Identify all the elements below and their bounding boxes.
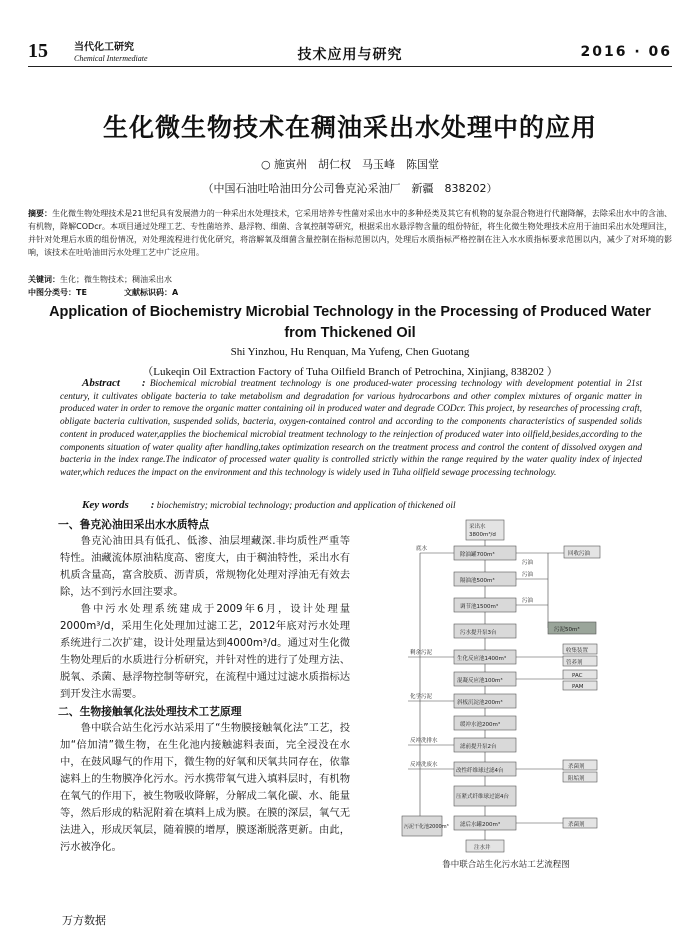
keywords-en-label: Key words (82, 499, 129, 511)
flow-label-right: 污油 (522, 560, 534, 566)
abstract-cn-label: 摘要： (28, 209, 53, 218)
abstract-cn (28, 207, 672, 259)
issue-number: 2016 · 06 (580, 44, 672, 60)
flowchart-svg (398, 518, 614, 863)
abstract-cn-text: 生化微生物处理技术是21世纪具有发展潜力的一种采出水处理技术，它采用培养专性菌对采出水中的多种烃类及其它有机物的复杂混合物进行代谢降解，去除采出水中的含油、有机物，降解CODcr。本项目通过处理工艺、专性菌培养、悬浮物、细菌、含氧控制等研究，根据采出水悬浮物含量的组份特征，将生化微生物处理技术应用于油田采出水处理回注，并针对处理后水质的组份情况，对处理流程进行优化研究，将溶解氧及细菌含量控制在指标范围以内，处理后水质指标严格控制在注入水水质指标要求范围以内，减少了对环境的影响，该技术在吐哈油田污水处理工艺中广泛应用。 (28, 209, 673, 257)
side-box-label: 收集装置 (566, 648, 589, 654)
journal-name-en: Chemical Intermediate (74, 54, 148, 63)
side-box-label: 杀菌剂 (568, 822, 585, 828)
body-left-column (60, 516, 350, 856)
injection-well-label: 注水井 (474, 845, 491, 851)
article-title-en: Application of Biochemistry Microbial Technology in the Processing of Produced Water from Thickened Oil (49, 304, 651, 341)
keywords-cn-label: 关键词： (28, 275, 60, 284)
process-box-label: 混凝反应池100m³ (457, 678, 503, 684)
side-box-label: 污泥50m³ (554, 627, 580, 633)
keywords-en: Key words : biochemistry; microbial technology; production and application of thickened oil (82, 499, 456, 511)
classification-label: 中图分类号： (28, 288, 76, 297)
classification-cn (28, 287, 672, 299)
process-box-label: 生化反应池1400m³ (457, 656, 507, 662)
classification-value: TE (76, 288, 87, 297)
section-heading: 二、生物接触氧化法处理技术工艺原理 (58, 705, 242, 718)
affiliation-cn: （中国石油吐哈油田分公司鲁克沁采油厂 新疆 838202） (202, 182, 498, 195)
flow-label-left: 剩余污泥 (410, 650, 433, 656)
process-box-label: 缓冲水池200m³ (460, 722, 501, 728)
side-box-label: 杀菌剂 (568, 764, 585, 770)
process-box-label: 除油罐700m³ (460, 552, 495, 558)
process-box-label: 调节池1500m³ (460, 604, 499, 610)
side-box-label: 管养剂 (566, 660, 583, 666)
process-box-label: 污水提升泵3台 (460, 630, 497, 636)
sludge-drying-label: 污泥干化池2000m³ (404, 824, 449, 830)
article-title-cn: 生化微生物技术在稠油采出水处理中的应用 (102, 113, 597, 142)
keywords-cn-text: 生化；微生物技术；稠油采出水 (60, 275, 172, 284)
paragraph: 鲁中污水处理系统建成于2009年6月，设计处理量2000m³/d，采用生化处理加过滤工艺，2012年底对污水处理系统进行二次扩建，设计处理量达到4000m³/d。通过对生化微生物处理后的水质进行分析研究，并针对性的进行了处理方法、脱氧、杀菌、悬浮物控制等研究，在流程中通过过滤水质指标达到开发注水需要。 (60, 603, 350, 700)
header-rule (28, 66, 672, 67)
process-box-label: 滤后水罐200m³ (460, 822, 501, 828)
authors-cn: ○ 施寅州 胡仁权 马玉峰 陈国堂 (260, 158, 440, 171)
process-flowchart (398, 518, 614, 863)
paragraph: 鲁中联合站生化污水站采用了“生物膜接触氧化法”工艺，投加“倍加清”微生物，在生化池内接触滤料表面，完全浸没在水中，在鼓风曝气的作用下，微生物的好氧和厌氧共同存在，依靠滤料上的生物膜净化污水。污水携带氧气进入填料层时，有机物在氧气的作用下，被生物吸收降解，分解成二氧化碳、水、能量等，然后形成的粘泥附着在填料上成为膜。在膜的深层，氧气无法进入，形成厌氧层，随着膜的增厚，膜逐渐脱落更新。由此，污水被净化。 (60, 722, 350, 853)
flow-label-left: 反冲洗排水 (410, 738, 438, 744)
abstract-en-label: Abstract (82, 377, 120, 389)
page-number: 15 (28, 40, 48, 62)
section-title: 技术应用与研究 (297, 47, 403, 63)
side-box-label: PAC (572, 673, 583, 679)
page-header (28, 36, 672, 70)
side-box-label: 回收污油 (568, 551, 591, 557)
authors-en: Shi Yinzhou, Hu Renquan, Ma Yufeng, Chen Guotang (230, 346, 470, 358)
doc-code-value: A (172, 288, 179, 297)
input-label: 采出水 (469, 524, 486, 530)
doc-code-label: 文献标识码： (124, 288, 173, 297)
flow-label-right: 污油 (522, 572, 534, 578)
journal-name-cn: 当代化工研究 (74, 42, 134, 53)
flow-label-left: 化学污泥 (410, 694, 433, 700)
flow-label-right: 污油 (522, 598, 534, 604)
flow-label-left: 底水 (416, 546, 428, 552)
abstract-en-text: Biochemical microbial treatment technology is one produced-water processing technology with development potential in 21st century, it cultivates obligate bacteria to take metabolism and degradation for various hydrocarbons and other complex mixtures of organic matter in produced water in order to remove the organic matter containing oil in produced water and degrade CODcr. This project, by researches of processing craft, obligate bacteria cultivation, suspended solids, bacteria, oxygen-contained control and according to the components characteristics of suspended solids content in produced water,applies the biochemical microbial treatment technology to the reinjection of produced water into oilfield,besides,according to the components situation of water quality after handling,takes optimization research on the treatment process and control the content of dissolved oxygen and bacteria in the index range.The indicator of processed water quality is controlled strictly within the range required by the water quality index of injected water,which reduces the impact on the environment and this technology is widely used in Tuha oilfield sewage processing technology. (60, 379, 642, 478)
side-box-label: 阻垢剂 (568, 776, 585, 782)
input-volume: 3800m³/d (469, 532, 496, 538)
process-box-label: 压紧式纤维球过滤4台 (456, 794, 509, 800)
process-box-label: 滤前提升泵2台 (460, 744, 497, 750)
footer-watermark: 万方数据 (62, 914, 106, 927)
side-box-label: PAM (572, 684, 584, 690)
keywords-cn (28, 274, 672, 286)
process-box-label: 改性纤维球过滤4台 (456, 768, 504, 774)
affiliation-en: （Lukeqin Oil Extraction Factory of Tuha Oilfield Branch of Petrochina, Xinjiang, 838202 ） (142, 366, 558, 378)
paragraph: 鲁克沁油田具有低孔、低渗、油层埋藏深.非均质性严重等特性。油藏流体原油粘度高、密度大，由于稠油特性，采出水有机质含量高，富含胶质、沥青质，常规物化处理对浮油无有效去除，达不到污水回注要求。 (60, 535, 350, 598)
flow-label-left: 反冲洗废水 (410, 762, 438, 768)
keywords-en-text: biochemistry; microbial technology; production and application of thickened oil (156, 501, 456, 511)
flowchart-caption: 鲁中联合站生化污水站工艺流程图 (442, 860, 570, 870)
process-box-label: 隔油池500m³ (460, 578, 495, 584)
abstract-en: Abstract : Biochemical microbial treatment technology is one produced-water processing technology with development potential in 21st century, it cultivates obligate bacteria to take metabolism and degradation for various hydrocarbons and other complex mixtures of organic matter in produced water in order to remove the organic matter containing oil in produced water and degrade CODcr. This project, by researches of processing craft, obligate bacteria cultivation, suspended solids, bacteria, oxygen-contained control and according to the components characteristics of suspended solids content in produced water,applies the biochemical microbial treatment technology to the reinjection of produced water into oilfield,besides,according to the components situation of water quality after handling,takes optimization research on the treatment process and control the content of dissolved oxygen and bacteria in the index range.The indicator of processed water quality is controlled strictly within the range required by the water quality index of injected water,which reduces the impact on the environment and this technology is widely used in Tuha oilfield sewage processing technology. (60, 377, 642, 478)
section-heading: 一、鲁克沁油田采出水水质特点 (58, 518, 210, 531)
process-box-label: 斜板沉淀池200m³ (457, 700, 503, 706)
